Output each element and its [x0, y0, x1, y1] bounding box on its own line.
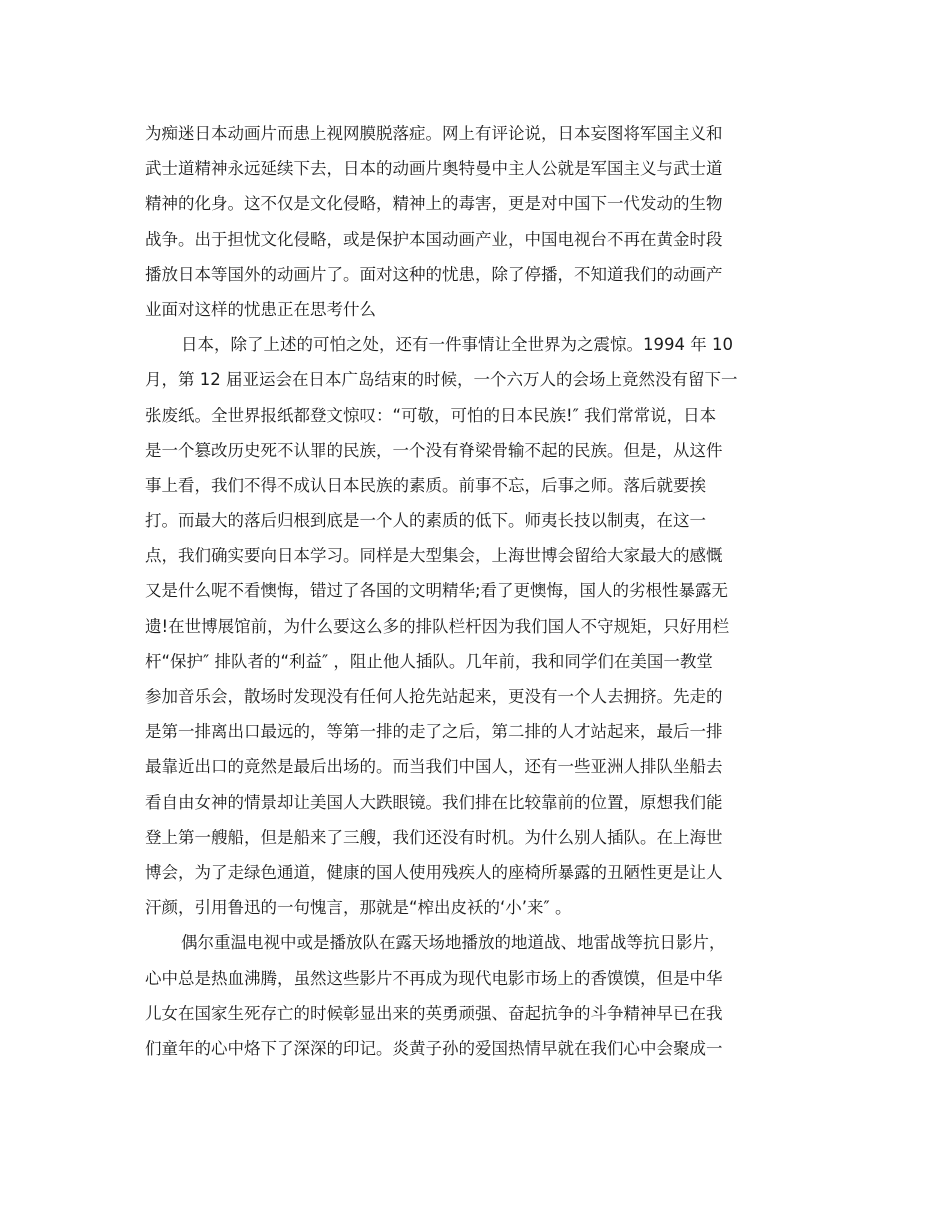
text-line: 日本，除了上述的可怕之处，还有一件事情让全世界为之震惊。1994 年 10 — [181, 335, 733, 355]
text-line: 参加音乐会，散场时发现没有任何人抢先站起来，更没有一个人去拥挤。先走的 — [145, 687, 723, 706]
text-line: 杆“保护″ 排队者的“利益″ ，阻止他人插队。几年前，我和同学们在美国一教堂 — [145, 651, 713, 671]
text-line: 精神的化身。这不仅是文化侵略，精神上的毒害，更是对中国下一代发动的生物 — [145, 194, 723, 214]
text-line: 最靠近出口的竟然是最后出场的。而当我们中国人，还有一些亚洲人排队坐船去 — [145, 757, 723, 777]
text-line: 月，第 12 届亚运会在日本广岛结束的时候，一个六万人的会场上竟然没有留下一 — [145, 370, 738, 390]
text-line: 点，我们确实要向日本学习。同样是大型集会，上海世博会留给大家最大的感慨 — [145, 546, 723, 566]
text-line: 为痴迷日本动画片而患上视网膜脱落症。网上有评论说，日本妄图将军国主义和 — [145, 124, 723, 143]
paragraph — [145, 925, 805, 1066]
text-line: 汗颜，引用鲁迅的一句愧言，那就是“榨出皮袄的‘小’来″ 。 — [145, 898, 572, 918]
text-line: 偶尔重温电视中或是播放队在露天场地播放的地道战、地雷战等抗日影片， — [181, 933, 726, 953]
text-line: 是第一排离出口最远的，等第一排的走了之后，第二排的人才站起来，最后一排 — [145, 722, 723, 742]
text-line: 登上第一艘船，但是船来了三艘，我们还没有时机。为什么别人插队。在上海世 — [145, 827, 723, 847]
text-line: 业面对这样的忧患正在思考什么 — [145, 299, 376, 319]
text-line: 心中总是热血沸腾，虽然这些影片不再成为现代电影市场上的香馍馍，但是中华 — [145, 968, 723, 988]
text-line: 遗!在世博展馆前，为什么要这么多的排队栏杆因为我们国人不守规矩，只好用栏 — [145, 616, 730, 636]
text-line: 张废纸。全世界报纸都登文惊叹：“可敬，可怕的日本民族!″ 我们常常说，日本 — [145, 405, 717, 425]
text-line: 儿女在国家生死存亡的时候彰显出来的英勇顽强、奋起抗争的斗争精神早已在我 — [145, 1003, 723, 1023]
paragraph — [145, 327, 805, 925]
text-line: 博会，为了走绿色通道，健康的国人使用残疾人的座椅所暴露的丑陋性更是让人 — [145, 862, 723, 882]
text-line: 武士道精神永远延续下去，日本的动画片奥特曼中主人公就是军国主义与武士道 — [145, 159, 723, 179]
document-body — [145, 116, 805, 1066]
text-line: 战争。出于担忧文化侵略，或是保护本国动画产业，中国电视台不再在黄金时段 — [145, 229, 723, 249]
text-line: 事上看，我们不得不成认日本民族的素质。前事不忘，后事之师。落后就要挨 — [145, 475, 706, 495]
paragraph — [145, 116, 805, 327]
text-line: 们童年的心中烙下了深深的印记。炎黄子孙的爱国热情早就在我们心中会聚成一 — [145, 1038, 723, 1058]
text-line: 播放日本等国外的动画片了。面对这种的忧患，除了停播，不知道我们的动画产 — [145, 264, 723, 284]
text-line: 看自由女神的情景却让美国人大跌眼镜。我们排在比较靠前的位置，原想我们能 — [145, 792, 723, 812]
text-line: 打。而最大的落后归根到底是一个人的素质的低下。师夷长技以制夷，在这一 — [145, 511, 706, 531]
text-line: 又是什么呢不看懊悔，错过了各国的文明精华;看了更懊悔，国人的劣根性暴露无 — [145, 581, 729, 601]
text-line: 是一个篡改历史死不认罪的民族，一个没有脊梁骨输不起的民族。但是，从这件 — [145, 440, 723, 460]
